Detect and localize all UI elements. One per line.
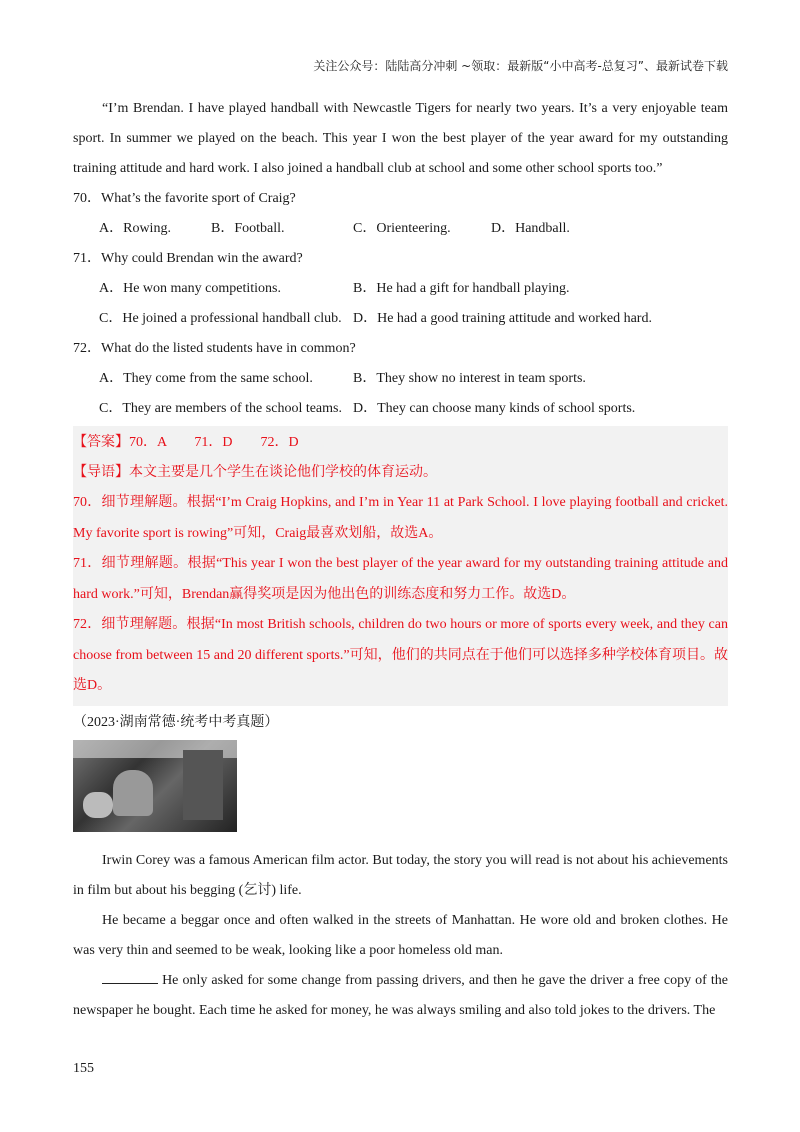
answer-box	[73, 426, 728, 706]
page-number: 155	[73, 1061, 94, 1076]
option-c: C．He joined a professional handball club.	[99, 311, 342, 326]
explanation-72: 72．细节理解题。根据“In most British schools, children do two hours or more of sports every week, and they can choose from between 15 and 20 different sports.”可知，他们的共同点在于他们可以选择多种学校体育项目。故选D。	[73, 617, 728, 693]
question-71	[73, 244, 728, 334]
option-a: A．He won many competitions.	[99, 281, 281, 296]
option-b: B．They show no interest in team sports.	[353, 371, 586, 386]
option-a: A．Rowing.	[99, 221, 171, 236]
option-b: B．Football.	[211, 221, 285, 236]
answer-blank[interactable]	[102, 969, 158, 984]
option-d: D．They can choose many kinds of school sports.	[353, 401, 636, 416]
question-70	[73, 184, 728, 244]
option-c: C．They are members of the school teams.	[99, 401, 342, 416]
passage-paragraph-1: Irwin Corey was a famous American film actor. But today, the story you will read is not about his achievements in film but about his begging (乞讨) life.	[73, 852, 728, 898]
option-b: B．He had a gift for handball playing.	[353, 281, 570, 296]
passage-paragraph-2: He became a beggar once and often walked in the streets of Manhattan. He wore old and broken clothes. He was very thin and seemed to be weak, looking like a poor homeless old man.	[73, 912, 728, 958]
explanation-70: 70．细节理解题。根据“I’m Craig Hopkins, and I’m in Year 11 at Park School. I love playing football and cricket. My favorite sport is rowing”可知，Craig最喜欢划船，故选A。	[73, 495, 728, 541]
question-options-row2	[73, 394, 728, 424]
question-72	[73, 334, 728, 424]
question-source: （2023·湖南常德·统考中考真题）	[73, 714, 279, 730]
question-stem: 70．What’s the favorite sport of Craig?	[73, 191, 296, 206]
question-stem: 71．Why could Brendan win the award?	[73, 251, 303, 266]
passage-photo	[73, 740, 237, 832]
option-c: C．Orienteering.	[353, 221, 451, 236]
option-d: D．He had a good training attitude and worked hard.	[353, 311, 652, 326]
explanation-71: 71．细节理解题。根据“This year I won the best player of the year award for my outstanding training attitude and hard work.”可知，Brendan赢得奖项是因为他出色的训练态度和努力工作。故选D。	[73, 556, 728, 602]
question-options	[73, 214, 728, 244]
question-options-row1	[73, 364, 728, 394]
answer-guide: 【导语】本文主要是几个学生在谈论他们学校的体育运动。	[73, 465, 437, 480]
paragraph-text: He only asked for some change from passing drivers, and then he gave the driver a free copy of the newspaper he bought. Each time he asked for money, he was always smiling and also told jokes to the drivers. The	[73, 972, 728, 1018]
answer-key: 【答案】70．A 71．D 72．D	[73, 435, 299, 450]
question-stem: 72．What do the listed students have in common?	[73, 341, 356, 356]
page-header: 关注公众号：陆陆高分冲刺 ~领取：最新版“小中高考-总复习”、最新试卷下载	[313, 59, 728, 73]
question-options-row1	[73, 274, 728, 304]
option-a: A．They come from the same school.	[99, 371, 313, 386]
passage-paragraph-3	[73, 966, 728, 1026]
question-options-row2	[73, 304, 728, 334]
page-content	[73, 94, 728, 1026]
option-d: D．Handball.	[491, 221, 570, 236]
brendan-paragraph: “I’m Brendan. I have played handball with Newcastle Tigers for nearly two years. It’s a very enjoyable team sport. In summer we played on the beach. This year I won the best player of the year award for my outstanding training attitude and hard work. I also joined a handball club at school and some other school sports too.”	[73, 101, 728, 176]
